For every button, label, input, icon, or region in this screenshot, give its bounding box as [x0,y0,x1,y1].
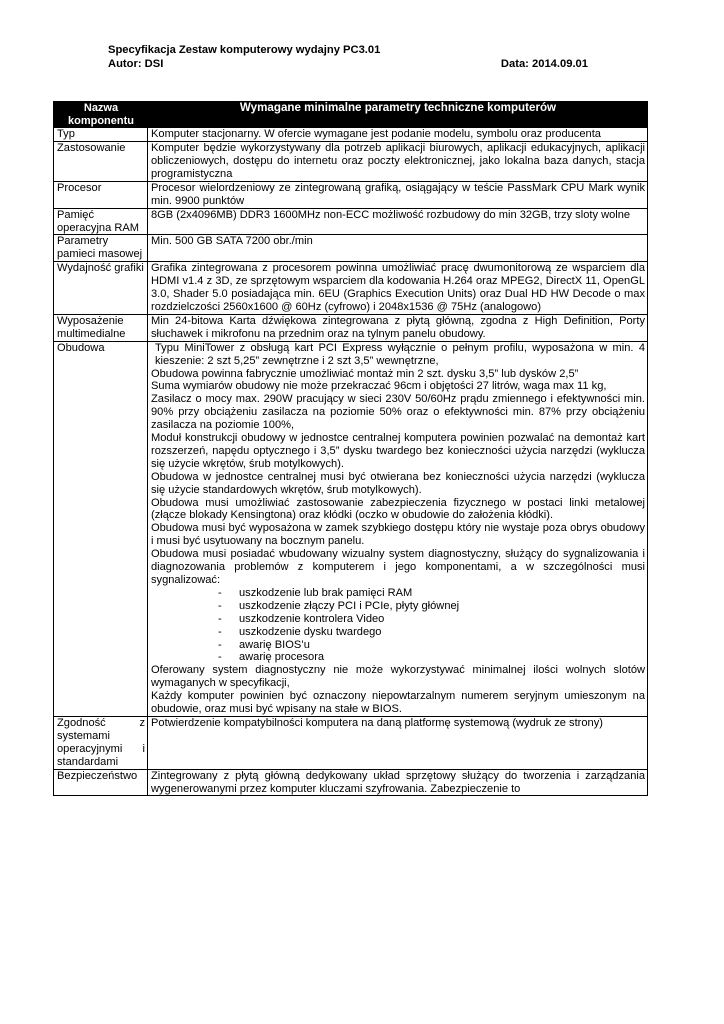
diagnostic-list [151,587,645,664]
row-value-obudowa [148,341,648,716]
table-row-bezpieczenstwo [54,769,648,796]
row-value: Procesor wielordzeniowy ze zintegrowaną grafiką, osiągający w teście PassMark CPU Mark wynik min. 9900 punktów [148,181,648,208]
table-row [54,142,648,182]
list-item: - awarię procesora [218,651,645,664]
document-title: Specyfikacja Zestaw komputerowy wydajny PC3.01 [108,44,381,56]
obudowa-paragraph: Obudowa musi umożliwiać zastosowanie zabezpieczenia fizycznego w postaci linki metalowej (złącze blokady Kensingtona) oraz kłódki (oczko w obudowie do założenia kłódki). [151,496,645,522]
label-line: standardami [57,755,119,768]
row-value: Komputer będzie wykorzystywany dla potrzeb aplikacji biurowych, aplikacji edukacyjnych, aplikacji obliczeniowych, dostępu do internetu oraz poczty elektronicznej, jako lokalna baza danych, stacja programistyczna [148,142,648,182]
obudowa-paragraph: Obudowa musi być wyposażona w zamek szybkiego dostępu który nie wystaje poza obrys obudowy i musi być usytuowany na bocznym panelu. [151,522,645,548]
document-author: Autor: DSI [108,58,164,70]
row-label [54,716,148,769]
obudowa-paragraph: Typu MiniTower z obsługą kart PCI Express wyłącznie o pełnym profilu, wyposażona w min. 4 kieszenie: 2 szt 5,25” zewnętrzne i 2 szt 3,5” wewnętrzne, [155,341,645,367]
list-item: - uszkodzenie lub brak pamięci RAM [218,587,645,600]
table-row [54,314,648,341]
row-value: Min 24-bitowa Karta dźwiękowa zintegrowana z płytą główną, zgodna z High Definition, Porty słuchawek i mikrofonu na przednim oraz na tylnym panelu obudowy. [148,314,648,341]
table-row [54,235,648,262]
list-item: - uszkodzenie kontrolera Video [218,613,645,626]
row-label: Parametry pamieci masowej [54,235,148,262]
row-label: Pamięć operacyjna RAM [54,208,148,235]
table-row-zgodnosc [54,716,648,769]
table-row [54,181,648,208]
document-header [108,43,588,71]
row-label: Wydajność grafiki [54,262,148,315]
obudowa-paragraph: Zasilacz o mocy max. 290W pracujący w sieci 230V 50/60Hz prądu zmiennego i efektywności min. 90% przy obciążeniu zasilacza na poziomie 50% oraz o efektywności min. 87% przy obciążeniu zasilacza na poziomie 100%, [151,393,645,432]
table-row [54,262,648,315]
table-row-obudowa [54,341,648,716]
row-value: Zintegrowany z płytą główną dedykowany układ sprzętowy służący do tworzenia i zarządzania wygenerowanymi przez komputer kluczami szyfrowania. Zabezpieczenie to [148,769,648,796]
column-header-requirements: Wymagane minimalne parametry techniczne komputerów [148,102,648,128]
obudowa-paragraph: Moduł konstrukcji obudowy w jednostce centralnej komputera powinien pozwalać na demontaż kart rozszerzeń, napędu optycznego i 3,5” dysku twardego bez konieczności użycia narzędzi (wyklucza się użycie wkrętów, śrub motylkowych). [151,432,645,470]
table-row [54,128,648,142]
spec-table [53,101,648,796]
obudowa-paragraph: Obudowa powinna fabrycznie umożliwiać montaż min 2 szt. dysku 3,5” lub dysków 2,5” [151,367,579,380]
document-date: Data: 2014.09.01 [500,58,588,70]
label-line: operacyjnymi i [57,742,145,755]
row-label: Bezpieczeństwo [54,769,148,796]
obudowa-paragraph: Suma wymiarów obudowy nie może przekraczać 96cm i objętości 27 litrów, waga max 11 kg, [151,380,607,393]
header-meta-row [108,57,588,71]
label-line: systemami [57,729,111,742]
row-value: Min. 500 GB SATA 7200 obr./min [148,235,648,262]
row-value: Potwierdzenie kompatybilności komputera na daną platformę systemową (wydruk ze strony) [148,716,648,769]
row-label: Typ [54,128,148,142]
row-label: Zastosowanie [54,142,148,182]
column-header-component: Nazwa komponentu [54,102,148,128]
label-line: Zgodność z [57,716,145,729]
obudowa-paragraph: Oferowany system diagnostyczny nie może wykorzystywać minimalnej ilości wolnych slotów wymaganych w specyfikacji, [151,664,645,690]
list-item: - uszkodzenie złączy PCI i PCIe, płyty głównej [218,600,645,613]
row-label: Wyposażenie multimedialne [54,314,148,341]
table-row [54,208,648,235]
row-value: 8GB (2x4096MB) DDR3 1600MHz non-ECC możliwość rozbudowy do min 32GB, trzy sloty wolne [148,208,648,235]
obudowa-paragraph: Każdy komputer powinien być oznaczony niepowtarzalnym numerem seryjnym umieszonym na obudowie, oraz musi być wpisany na stałe w BIOS. [151,690,645,716]
list-item: - uszkodzenie dysku twardego [218,626,645,639]
row-value: Grafika zintegrowana z procesorem powinna umożliwiać pracę dwumonitorową ze wsparciem dla HDMI v1.4 z 3D, ze sprzętowym wsparciem dla kodowania H.264 oraz MPEG2, DirectX 11, OpenGL 3.0, Shader 5.0 posiadająca min. 6EU (Graphics Execution Units) oraz Dual HD HW Decode o max rozdzielczości 2560x1600 @ 60Hz (cyfrowo) i 2048x1536 @ 75Hz (analogowo) [148,262,648,315]
row-label: Procesor [54,181,148,208]
row-value: Komputer stacjonarny. W ofercie wymagane jest podanie modelu, symbolu oraz producenta [148,128,648,142]
list-item: - awarię BIOS’u [218,639,645,652]
obudowa-paragraph: Obudowa w jednostce centralnej musi być otwierana bez konieczności użycia narzędzi (wyklucza się użycie standardowych wkrętów, śrub motylkowych). [151,470,645,496]
obudowa-paragraph: Obudowa musi posiadać wbudowany wizualny system diagnostyczny, służący do sygnalizowania i diagnozowania problemów z komputerem i jego komponentami, a w szczególności musi sygnalizować: [151,548,645,586]
table-header-row [54,102,648,128]
row-label: Obudowa [54,341,148,716]
